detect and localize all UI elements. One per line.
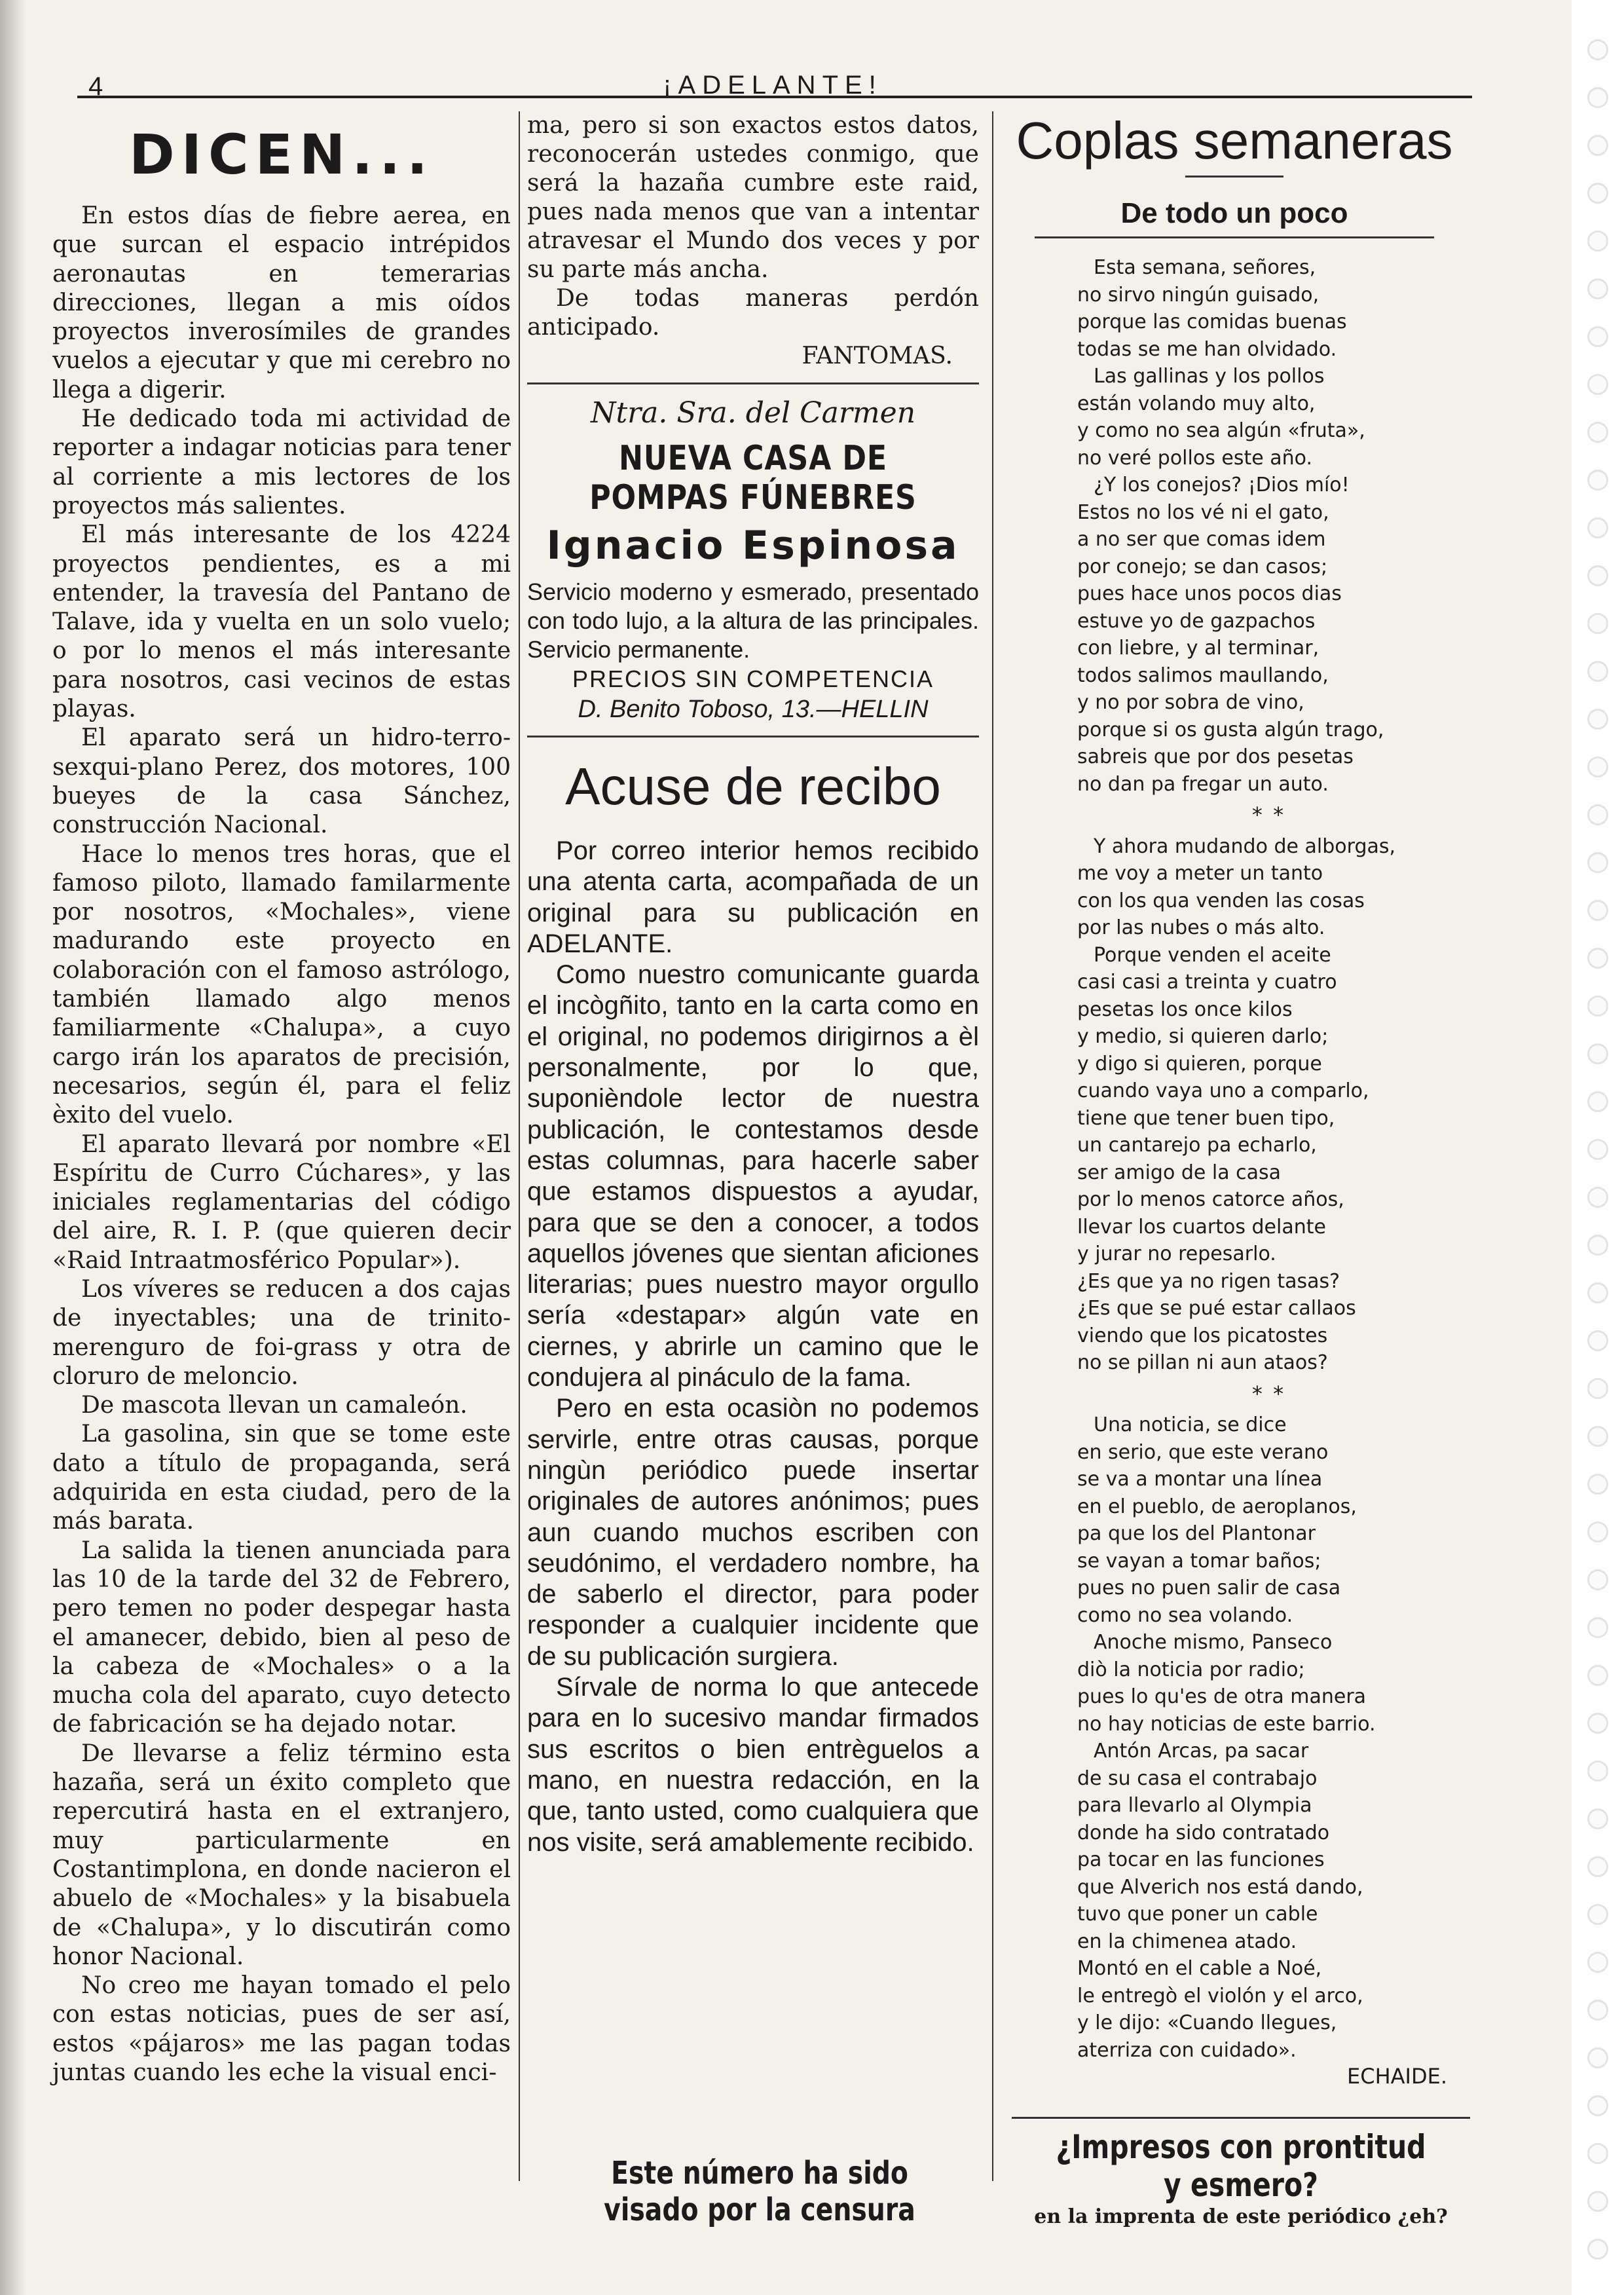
article-title: Acuse de recibo	[565, 757, 941, 815]
censorship-notice: Este número ha sido visado por la censura	[604, 2155, 915, 2228]
binding-hole	[1587, 852, 1608, 873]
poem-line: y jurar no repesarlo.	[1077, 1242, 1276, 1265]
poem-signature: ECHAIDE.	[1347, 2064, 1447, 2089]
poem-line: un cantarejo pa echarlo,	[1077, 1134, 1317, 1157]
poem-line: y le dijo: «Cuando llegues,	[1077, 2011, 1337, 2034]
poem-line: Las gallinas y los pollos	[1094, 365, 1325, 388]
poem-line: y medio, si quieren darlo;	[1077, 1025, 1329, 1048]
poem-line: Una noticia, se dice	[1094, 1413, 1287, 1436]
binding-hole	[1587, 422, 1608, 443]
ad-line: en la imprenta de este periódico ¿eh?	[1034, 2205, 1448, 2228]
binding-hole	[1587, 1187, 1608, 1208]
poem-line: en el pueblo, de aeroplanos,	[1077, 1495, 1357, 1518]
paragraph: El aparato será un hidro-terro-sexqui-plano Perez, dos motores, 100 bueyes de la casa Sánchez, construcción Nacional.	[52, 724, 511, 839]
poem-line: Esta semana, señores,	[1094, 256, 1316, 279]
poem-line: pues lo qu'es de otra manera	[1077, 1685, 1367, 1708]
print-shop-ad	[1012, 2117, 1470, 2228]
binding-hole	[1587, 900, 1608, 921]
binding-hole	[1587, 804, 1608, 825]
poem-line: todas se me han olvidado.	[1077, 337, 1337, 361]
poem-line: se vayan a tomar baños;	[1077, 1549, 1321, 1573]
binding-hole	[1587, 661, 1608, 682]
binding-hole	[1587, 2143, 1608, 2164]
binding-hole	[1587, 565, 1608, 586]
paragraph: De todas maneras perdón anticipado.	[527, 285, 979, 341]
ad-headline: ¿Impresos con prontitud y esmero?	[1056, 2128, 1426, 2204]
column-middle	[527, 111, 979, 1858]
poem-line: sabreis que por dos pesetas	[1077, 745, 1354, 768]
stanza-separator: * *	[1251, 802, 1286, 827]
binding-hole	[1587, 1282, 1608, 1303]
title-rule	[1185, 176, 1283, 177]
paragraph: He dedicado toda mi actividad de reporter a indagar noticias para tener al corriente a mis lectores de los proyectos más salientes.	[52, 405, 511, 519]
binding-hole	[1587, 1330, 1608, 1351]
poem-line: pa que los del Plantonar	[1077, 1522, 1316, 1545]
poem-line: con liebre, y al terminar,	[1077, 637, 1320, 660]
binding-hole	[1587, 1378, 1608, 1399]
ad-line: PRECIOS SIN COMPETENCIA	[572, 665, 934, 692]
binding-hole	[1587, 1521, 1608, 1542]
ad-text: Servicio moderno y esmerado, presentado con todo lujo, a la altura de las principales. Servicio permanente.	[527, 578, 979, 663]
poem-line: porque si os gusta algún trago,	[1077, 718, 1384, 741]
paragraph: Sírvale de norma lo que antecede para en lo sucesivo mandar firmados sus escritos o bien entrèguelos a mano, en nuestra redacción, en la que, tanto usted, como cualquiera que nos visite, será amablemente recibido.	[527, 1673, 979, 1857]
binding-hole	[1587, 517, 1608, 538]
column-rule	[519, 111, 520, 2181]
paragraph: La gasolina, sin que se tome este dato a título de propaganda, será adquirida en esta ciudad, pero de la más barata.	[52, 1421, 511, 1535]
ad-address: D. Benito Toboso, 13.—HELLIN	[578, 696, 929, 723]
poem-line: en serio, que este verano	[1077, 1440, 1329, 1464]
page-edge-shadow	[0, 0, 26, 2295]
poem-line: ¿Y los conejos? ¡Dios mío!	[1094, 474, 1350, 496]
poem-line: Estos no los vé ni el gato,	[1077, 500, 1329, 524]
poem-line: viendo que los picatostes	[1077, 1324, 1328, 1347]
paragraph: El más interesante de los 4224 proyectos pendientes, es a mi entender, la travesía del Pantano de Talave, ida y vuelta en un solo vuelo; o por lo menos el más interesante para nosotros, casi vecinos de estas playas.	[52, 521, 511, 723]
poem-line: por lo menos catorce años,	[1077, 1188, 1344, 1211]
binding-hole	[1587, 135, 1608, 156]
binding-hole	[1587, 1091, 1608, 1112]
stanza-separator: * *	[1251, 1381, 1286, 1406]
poem-line: le entregò el violón y el arco,	[1077, 1984, 1363, 2007]
binding-hole	[1587, 2000, 1608, 2021]
binding-hole	[1587, 1856, 1608, 1877]
binding-hole	[1587, 1474, 1608, 1495]
poem-line: están volando muy alto,	[1077, 392, 1316, 415]
poem-line: ¿Es que ya no rigen tasas?	[1077, 1269, 1340, 1293]
binding-hole	[1587, 948, 1608, 969]
poem-line: casi casi a treinta y cuatro	[1077, 971, 1337, 994]
poem-line: Montó en el cable a Noé,	[1077, 1957, 1322, 1980]
ad-line: NUEVA CASA DE POMPAS FÚNEBRES	[589, 439, 917, 517]
poem-line: Anoche mismo, Panseco	[1094, 1631, 1333, 1654]
poem-line: pa tocar en las funciones	[1077, 1848, 1325, 1871]
section-rule	[1012, 2117, 1470, 2119]
poem-line: no hay noticias de este barrio.	[1077, 1712, 1376, 1736]
funeral-home-ad	[527, 396, 979, 724]
paragraph: Hace lo menos tres horas, que el famoso piloto, llamado familarmente por nosotros, «Mochales», viene madurando este proyecto en colaboración con el famoso astrólogo, también llamado algo menos familiarmente «Chalupa», a cuyo cargo irán los aparatos de precisión, necesarios, según él, para el feliz èxito del vuelo.	[52, 840, 511, 1129]
binding-hole	[1587, 278, 1608, 299]
poem-line: tuvo que poner un cable	[1077, 1903, 1318, 1926]
column-dicen	[52, 111, 511, 2087]
poem	[1008, 254, 1460, 2064]
poem-line: pesetas los once kilos	[1077, 998, 1293, 1021]
header-rule	[77, 96, 1472, 98]
binding-hole	[1587, 470, 1608, 491]
poem-line: diò la noticia por radio;	[1077, 1658, 1305, 1681]
binding-hole	[1587, 39, 1608, 60]
poem-line: en la chimenea atado.	[1077, 1930, 1297, 1953]
subtitle-rule	[1035, 236, 1434, 238]
poem-line: Antón Arcas, pa sacar	[1094, 1740, 1309, 1763]
paragraph: El aparato llevará por nombre «El Espíritu de Curro Cúchares», y las iniciales reglamentarias del código del aire, R. I. P. (que quieren decir «Raid Intraatmosférico Popular»).	[52, 1130, 511, 1274]
binding-hole	[1587, 2047, 1608, 2068]
binding-hole	[1587, 2191, 1608, 2212]
masthead: ¡ADELANTE!	[663, 71, 883, 100]
poem-line: pues hace unos pocos dias	[1077, 582, 1342, 605]
paragraph: En estos días de fiebre aerea, en que surcan el espacio intrépidos aeronautas en temerarias direcciones, llegan a mis oídos proyectos inverosímiles de grandes vuelos a ejecutar y que mi cerebro no llega a digerir.	[52, 202, 511, 403]
poem-line: Porque venden el aceite	[1094, 943, 1331, 967]
binding-hole	[1587, 613, 1608, 634]
article-title: Coplas semaneras	[1016, 111, 1453, 170]
column-rule	[992, 111, 993, 2181]
poem-line: por conejo; se dan casos;	[1077, 555, 1328, 578]
poem-line: no sirvo ningún guisado,	[1077, 283, 1320, 307]
article-subtitle: De todo un poco	[1120, 197, 1348, 229]
poem-line: porque las comidas buenas	[1077, 310, 1347, 333]
poem-line: a no ser que comas idem	[1077, 528, 1326, 551]
article-title: DICEN...	[128, 122, 435, 187]
binding-hole	[1587, 756, 1608, 777]
binding-hole	[1587, 709, 1608, 730]
poem-line: de su casa el contrabajo	[1077, 1766, 1318, 1790]
binding-hole	[1587, 1713, 1608, 1734]
paragraph: De llevarse a feliz término esta hazaña, será un éxito completo que repercutirá hasta en el extranjero, muy particularmente en Costantimplona, en donde nacieron el abuelo de «Mochales» y la bisabuela de «Chalupa», y lo discutirán como honor Nacional.	[52, 1740, 511, 1970]
poem-line: como no sea volando.	[1077, 1603, 1293, 1627]
poem-line: donde ha sido contratado	[1077, 1821, 1330, 1844]
poem-line: y digo si quieren, porque	[1077, 1052, 1322, 1075]
paragraph: No creo me hayan tomado el pelo con estas noticias, pues de ser así, estos «pájaros» me las pagan todas juntas cuando les eche la visual enci-	[52, 1972, 511, 2086]
page-number: 4	[88, 72, 103, 101]
paragraph: ma, pero si son exactos estos datos, reconocerán ustedes conmigo, que será la hazaña cumbre este raid, pues nada menos que van a intentar atravesar el Mundo dos veces y por su parte más ancha.	[527, 112, 979, 283]
poem-line: no dan pa fregar un auto.	[1077, 772, 1329, 796]
ad-line: Ntra. Sra. del Carmen	[590, 396, 916, 430]
article-signature: FANTOMAS.	[802, 343, 953, 369]
poem-line: y no por sobra de vino,	[1077, 691, 1304, 714]
binding-hole	[1587, 1952, 1608, 1973]
poem-line: tiene que tener buen tipo,	[1077, 1106, 1335, 1130]
paragraph: De mascota llevan un camaleón.	[81, 1392, 468, 1419]
poem-line: todos salimos maullando,	[1077, 663, 1329, 687]
poem-line: y como no sea algún «fruta»,	[1077, 419, 1365, 442]
section-rule	[527, 736, 979, 737]
binding-hole	[1587, 1904, 1608, 1925]
binding-hole	[1587, 1665, 1608, 1686]
binding-hole	[1587, 374, 1608, 395]
binding-hole	[1587, 996, 1608, 1017]
binding-hole	[1587, 2239, 1608, 2260]
binding-hole	[1587, 1761, 1608, 1782]
binding-hole	[1587, 1426, 1608, 1447]
paragraph: Los víveres se reducen a dos cajas de inyectables; una de trinito-merenguro de foi-grass y otra de cloruro de meloncio.	[52, 1275, 511, 1390]
poem-line: para llevarlo al Olympia	[1077, 1794, 1312, 1817]
paragraph: Como nuestro comunicante guarda el incògñito, tanto en la carta como en el original, no podemos dirigirnos a èl personalmente, por lo que, suponièndole lector de nuestra publicación, le contestamos desde estas columnas, para hacerle saber que estamos dispuestos a ayudar, para que se den a conocer, a todos aquellos jóvenes que sientan aficiones literarias; pues nuestro mayor orgullo sería «destapar» algún vate en ciernes, y abrirle un camino que le condujera al pináculo de la fama.	[527, 960, 979, 1392]
poem-line: ser amigo de la casa	[1077, 1161, 1282, 1184]
binding-hole	[1587, 231, 1608, 252]
poem-line: que Alverich nos está dando,	[1077, 1875, 1363, 1899]
ad-name: Ignacio Espinosa	[546, 523, 960, 569]
poem-line: me voy a meter un tanto	[1077, 862, 1323, 885]
binding-hole	[1587, 1808, 1608, 1829]
binding-hole	[1587, 1569, 1608, 1590]
column-coplas	[1008, 111, 1460, 2089]
binding-hole	[1587, 326, 1608, 347]
binding-hole	[1587, 2095, 1608, 2116]
poem-line: pues no puen salir de casa	[1077, 1577, 1341, 1599]
poem-line: cuando vaya uno a comparlo,	[1077, 1079, 1369, 1102]
binding-hole	[1587, 1235, 1608, 1256]
poem-line: no veré pollos este año.	[1077, 446, 1312, 470]
poem-line: Y ahora mudando de alborgas,	[1094, 834, 1396, 858]
poem-line: no se pillan ni aun ataos?	[1077, 1351, 1328, 1374]
poem-line: estuve yo de gazpachos	[1077, 609, 1316, 633]
poem-line: por las nubes o más alto.	[1077, 916, 1325, 939]
poem-line: se va a montar una línea	[1077, 1468, 1323, 1491]
poem-line: ¿Es que se pué estar callaos	[1077, 1297, 1356, 1320]
poem-line: llevar los cuartos delante	[1077, 1215, 1326, 1239]
section-rule	[527, 382, 979, 384]
binding-hole	[1587, 183, 1608, 204]
binding-hole	[1587, 1043, 1608, 1064]
binding-hole	[1587, 87, 1608, 108]
paragraph: La salida la tienen anunciada para las 10 de la tarde del 32 de Febrero, pero temen no poder despegar hasta el amanecer, debido, bien al peso de la cabeza de «Mochales» o a la mucha cola del aparato, cuyo detecto de fabricación se ha dejado notar.	[52, 1537, 511, 1738]
paragraph: Por correo interior hemos recibido una atenta carta, acompañada de un original para su publicación en ADELANTE.	[527, 836, 979, 958]
binding-hole	[1587, 1139, 1608, 1160]
binding-hole	[1587, 1617, 1608, 1638]
poem-line: aterriza con cuidado».	[1077, 2038, 1297, 2062]
paragraph: Pero en esta ocasiòn no podemos servirle, entre otras causas, porque ningùn periódico puede insertar originales de autores anónimos; pues aun cuando muchos escriben con seudónimo, el verdadero nombre, ha de saberlo el director, para poder responder a cualquier incidente que de su publicación surgiera.	[527, 1394, 979, 1671]
poem-line: con los qua venden las cosas	[1077, 889, 1365, 912]
binding-strip	[1572, 0, 1624, 2295]
